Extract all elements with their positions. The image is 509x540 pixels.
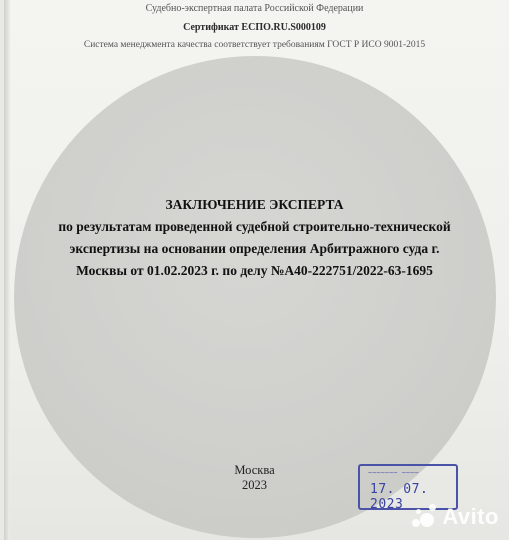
title-line-2: по результатам проведенной судебной строительно-технической <box>58 219 451 234</box>
document-city: Москва <box>234 463 275 477</box>
title-line-3: экспертизы на основании определения Арбитражного суда г. <box>69 241 440 256</box>
stamp-faint-text: ~~~~~~~ ~~~~ <box>368 469 419 477</box>
avito-watermark <box>412 504 499 530</box>
avito-logo-icon <box>412 504 438 530</box>
header-quality-note: Система менеджмента качества соответствует требованиям ГОСТ Р ИСО 9001-2015 <box>83 40 426 50</box>
document-year: 2023 <box>242 478 267 492</box>
document-title <box>0 194 509 282</box>
header-organization: Судебно-экспертная палата Российской Федерации <box>145 3 364 14</box>
title-line-4: Москвы от 01.02.2023 г. по делу №А40-222751/2022-63-1695 <box>76 263 433 278</box>
title-line-1: ЗАКЛЮЧЕНИЕ ЭКСПЕРТА <box>165 197 344 212</box>
header-certificate: Сертификат ЕСПО.RU.S000109 <box>183 22 326 33</box>
stamp-date: 17. 07. 2023 <box>370 482 429 512</box>
avito-watermark-text: Avito <box>442 504 499 529</box>
